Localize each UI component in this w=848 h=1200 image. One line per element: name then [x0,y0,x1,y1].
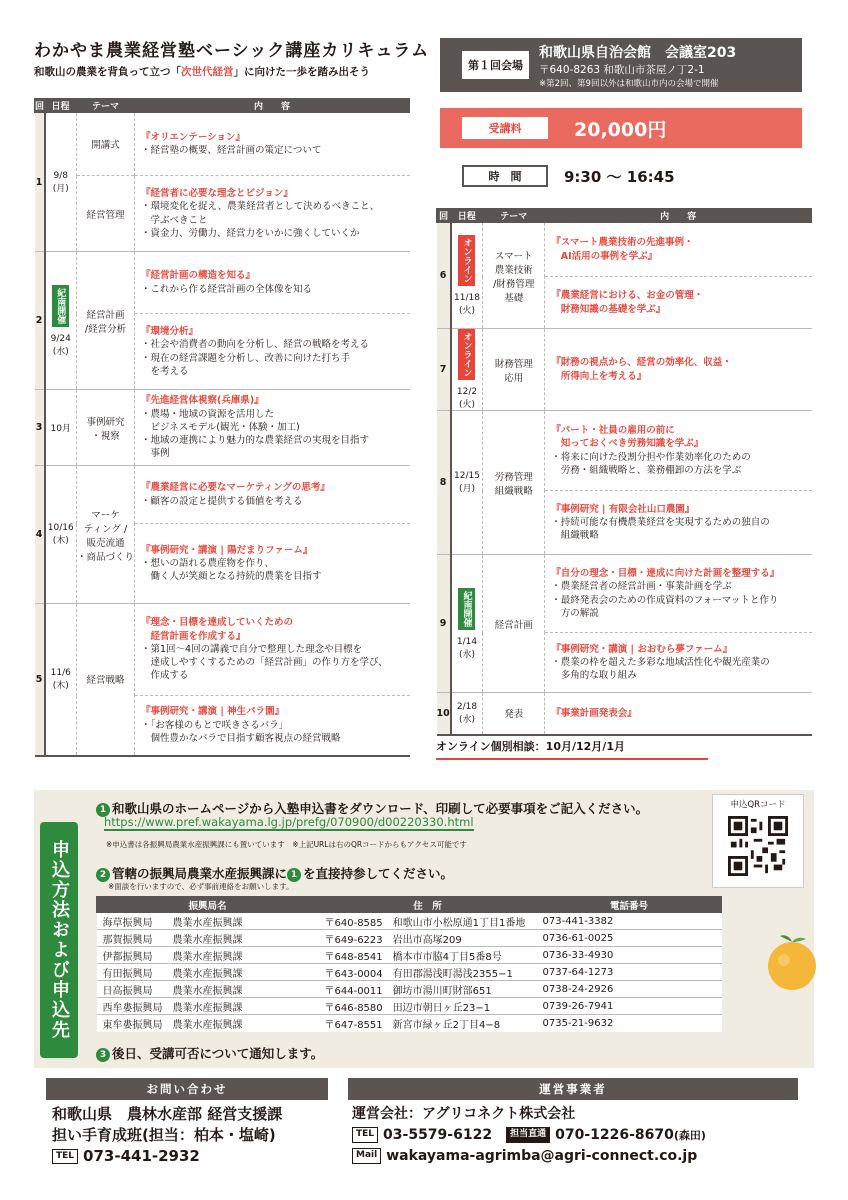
content-title: 『先進経営体視察(兵庫県)』 [141,395,264,407]
badge-online: オンライン [458,329,475,380]
header-date: 日程 [45,99,77,113]
session-theme: 労務管理 組織戦略 [483,411,545,555]
fee-label: 受講料 [462,117,548,139]
content-title: 『事業計画発表会』 [551,707,637,719]
qr-code-icon [728,816,788,876]
header-content: 内 容 [545,209,812,223]
office-row: 西牟婁振興局 農業水産振興課 〒646-8580 田辺市朝日ヶ丘23−1 0739-26-7941 [97,998,722,1015]
contact-line1: 和歌山県 農林水産部 経営支援課 [52,1105,283,1123]
office-header-tel: 電話番号 [537,897,722,913]
contact-section [46,1078,328,1167]
badge-online: オンライン [458,235,475,286]
application-url-link[interactable]: https://www.pref.wakayama.lg.jp/prefg/070900/d00220330.html [104,815,474,829]
online-consultation: オンライン個別相談：10月/12月/1月 [436,738,708,760]
session-no: 4 [35,466,45,604]
content-title: 『自分の理念・目標・達成に向けた計画を整理する』 [551,567,780,579]
session-no: 1 [35,113,45,252]
session-date: 12/2 (火) [456,387,478,410]
header-content: 内 容 [135,99,410,113]
application-note2: ※面談を行いますので、必ず事前連絡をお願いします。 [108,882,294,891]
curriculum-table-right [436,208,812,736]
operator-company: 運営会社：アグリコネクト株式会社 [352,1106,576,1122]
session-theme: 経営管理 [77,176,135,252]
fee-box [440,108,802,148]
fee-value: 20,000円 [574,118,667,141]
office-header-name: 振興局名 [97,897,319,913]
session-theme: 開講式 [77,113,135,176]
content-title: 『理念・目標を達成していくための 経営計画を作成する』 [141,617,294,642]
header-date: 日程 [451,209,483,223]
session-no: 7 [437,329,451,411]
venue-address: 〒640-8263 和歌山市茶屋ノ丁2-1 [539,63,705,76]
venue-name: 和歌山県自治会館 会議室203 [539,44,737,61]
time-box [440,162,802,190]
application-note1: ※申込書は各振興局農業水産振興課にも置いています ※上記URLは右のQRコードからもアクセス可能です [106,840,467,849]
venue-note: ※第2回、第9回以外は和歌山市内の会場で開催 [539,78,719,89]
content-body: ・農場・地域の資源を活用した ビジネスモデル(観光・体験・加工) ・地域の連携により魅力的な農業経営の実現を目指す 事例 [141,408,370,460]
session-no: 8 [437,411,451,555]
step2-number: 2 [96,868,110,882]
session-theme: 経営計画 /経営分析 [77,252,135,390]
content-title: 『事例研究・講演 | おおむら夢ファーム』 [551,643,733,655]
contact-tel[interactable]: TEL 073-441-2932 [52,1146,328,1167]
session-theme: スマート 農業技術 /財務管理 基礎 [483,223,545,329]
session-no: 3 [35,390,45,466]
tel-tag: TEL [52,1149,78,1164]
content-title: 『農業経営に必要なマーケティングの思考』 [141,482,330,494]
session-theme: 発表 [483,693,545,735]
session-date: 9/24 (水) [50,333,71,357]
content-body: ・「お客様のもとで咲きさるバラ」 個性豊かなバラで目指す顧客視点の経営戦略 [141,719,341,744]
content-title: 『事例研究・講演 | 陽だまりファーム』 [141,544,313,556]
session-theme: 財務管理 応用 [483,329,545,411]
content-body: ・農業経営者の経営計画・事業計画を学ぶ ・最終発表会のための作成資料のフォーマットと作り 方の解説 [551,581,779,619]
operator-title: 運営事業者 [348,1078,798,1100]
content-title: 『経営者に必要な理念とビジョン』 [141,187,293,199]
content-body: ・農業の枠を超えた多彩な地域活性化や観光産業の 多角的な取り組み [551,656,770,682]
session-date: 11/6 (木) [45,604,77,756]
content-body: ・環境変化を捉え、農業経営者として決めるべきこと、 学ぶべきこと ・資金力、労働力、経営力をいかに強くしていくか [141,201,380,239]
session-theme: 経営計画 [483,555,545,693]
session-date: 2/18 (水) [451,693,483,735]
session-date: 12/15 (月) [451,411,483,555]
session-no: 10 [437,693,451,735]
operator-phones[interactable]: TEL 03-5579-6122 担当直通 070-1226-8670(森田) [352,1125,798,1146]
time-label: 時 間 [462,165,548,187]
step3-text: 後日、受講可否について通知します。 [112,1046,324,1061]
direct-tag: 担当直通 [506,1127,550,1143]
content-title: 『パート・社員の雇用の前に 知っておくべき労務知識を学ぶ』 [551,424,704,450]
header-no: 回 [437,209,451,223]
session-date: 9/8 (月) [45,113,77,252]
content-title: 『スマート農業技術の先進事例・ AI活用の事例を学ぶ』 [551,237,694,262]
content-title: 『財務の視点から、経営の効率化、収益・ 所得向上を考える』 [551,357,732,382]
office-row: 海草振興局 農業水産振興課 〒640-8585 和歌山市小松原通1丁目1番地 073-441-3382 [97,913,722,930]
content-body: ・持続可能な有機農業経営を実現するための独自の 組織戦略 [551,516,770,542]
contact-title: お問い合わせ [46,1078,328,1100]
header-no: 回 [35,99,45,113]
content-title: 『事例研究 | 有限会社山口農園』 [551,503,695,515]
office-row: 東牟婁振興局 農業水産振興課 〒647-8551 新宮市緑ヶ丘2丁目4−8 0735-21-9632 [97,1015,722,1032]
citrus-fruit-icon [760,930,824,994]
page-subtitle: 和歌山の農業を背負って立つ「次世代経営」に向けた一歩を踏み出そう [34,66,370,78]
session-no: 5 [35,604,45,756]
venue-box [440,38,802,92]
mail-tag: Mail [352,1148,381,1164]
content-title: 『農業経営における、お金の管理・ 財務知識の基礎を学ぶ』 [551,290,704,315]
qr-label: 申込QRコード [730,800,786,810]
content-body: ・顧客の設定と提供する価値を考える [141,495,303,507]
header-theme: テーマ [77,99,135,113]
session-no: 9 [437,555,451,693]
session-date: 10/16 (木) [45,466,77,604]
time-value: 9:30 〜 16:45 [564,167,675,186]
office-header-addr: 住 所 [319,897,537,913]
session-date: 10月 [45,390,77,466]
step3 [96,1044,323,1062]
session-date: 11/18 (火) [454,293,480,316]
step2 [96,864,453,882]
page-title: わかやま農業経営塾ベーシック講座カリキュラム [34,41,430,61]
content-title: 『経営計画の構造を知る』 [141,270,256,282]
badge-kinan: 紀南開催 [52,285,69,327]
content-body: ・社会や消費者の動向を分析し、経営の戦略を考える ・現在の経営課題を分析し、改善に向けた打ち手 を考える [141,339,370,377]
tel-tag: TEL [352,1127,378,1143]
step1-number: 1 [96,803,110,817]
session-theme: マーケ ティング / 販売流通 ・商品づくり [77,466,135,604]
venue-label: 第１回会場 [462,51,529,79]
application-side-title: 申込方法および申込先 [40,822,78,1058]
session-no: 2 [35,252,45,390]
office-row: 伊都振興局 農業水産振興課 〒648-8541 橋本市市脇4丁目5番8号 0736-33-4930 [97,947,722,964]
office-row: 日高振興局 農業水産振興課 〒644-0011 御坊市湯川町財部651 0738-24-2926 [97,981,722,998]
step3-number: 3 [96,1048,110,1062]
content-body: ・想いの語れる農産物を作り、 働く人が笑顔となる持続的農業を目指す [141,557,322,583]
operator-mail[interactable]: Mail wakayama-agrimba@agri-connect.co.jp [352,1146,798,1167]
content-title: 『環境分析』 [141,325,199,337]
badge-kinan: 紀南開催 [458,588,475,630]
session-theme: 経営戦略 [77,604,135,756]
curriculum-table-left [34,98,410,757]
session-date: 1/14 (水) [456,636,478,660]
session-no: 6 [437,223,451,329]
step1-text: 和歌山県のホームページから入塾申込書をダウンロード、印刷して必要事項をご記入ください。 [112,801,649,816]
office-row: 有田振興局 農業水産振興課 〒643-0004 有田郡湯浅町湯浅2355−1 0737-64-1273 [97,964,722,981]
content-body: ・経営塾の概要、経営計画の策定について [141,145,322,156]
step2-ref: 1 [287,868,301,882]
header-theme: テーマ [483,209,545,223]
office-table [96,896,722,1032]
content-title: 『オリエンテーション』 [141,131,245,143]
qr-code-box[interactable] [712,794,804,888]
operator-section [348,1078,798,1167]
step2-text: 管轄の振興局農業水産振興課に [112,866,288,881]
contact-line2: 担い手育成班(担当：柏本・塩崎) [52,1126,276,1144]
content-body: ・これから作る経営計画の全体像を知る [141,283,313,295]
session-theme: 事例研究 ・視察 [77,390,135,466]
step2-text-post: を直接持参してください。 [303,866,454,881]
office-row: 那賀振興局 農業水産振興課 〒649-6223 岩出市高塚209 0736-61-0025 [97,930,722,947]
content-title: 『事例研究・講演 | 神生バラ園』 [141,706,285,718]
content-body: ・第1回〜4回の講義で自分で整理した理念や目標を 達成しやすくするための「経営計画」の作り方を学び、 作成する [141,643,388,682]
content-body: ・将来に向けた役割分担や作業効率化のための 労務・組織戦略と、業務棚卸の方法を学ぶ [551,451,751,476]
